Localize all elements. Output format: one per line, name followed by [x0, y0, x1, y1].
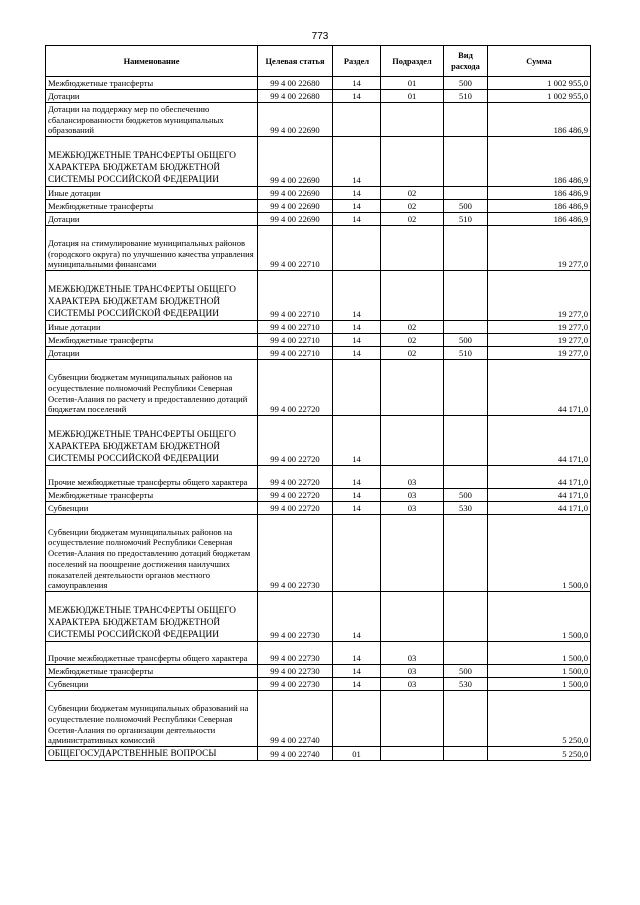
cell-podrazdel [381, 515, 444, 592]
cell-razdel: 01 [333, 747, 381, 761]
table-row [46, 90, 591, 103]
cell-sum: 186 486,9 [488, 137, 591, 187]
cell-vid: 500 [444, 200, 488, 213]
cell-vid: 500 [444, 334, 488, 347]
cell-sum: 186 486,9 [488, 200, 591, 213]
cell-sum: 186 486,9 [488, 187, 591, 200]
cell-sum: 186 486,9 [488, 213, 591, 226]
budget-table [45, 45, 591, 761]
table-header-row [46, 46, 591, 77]
cell-razdel: 14 [333, 502, 381, 515]
cell-sum: 1 002 955,0 [488, 90, 591, 103]
cell-name: МЕЖБЮДЖЕТНЫЕ ТРАНСФЕРТЫ ОБЩЕГО ХАРАКТЕРА БЮДЖЕТАМ БЮДЖЕТНОЙ СИСТЕМЫ РОССИЙСКОЙ ФЕДЕРАЦИИ [46, 416, 258, 466]
cell-name: Межбюджетные трансферты [46, 334, 258, 347]
cell-vid: 510 [444, 347, 488, 360]
table-row [46, 691, 591, 747]
cell-vid: 510 [444, 213, 488, 226]
cell-target-code: 99 4 00 22740 [258, 747, 333, 761]
cell-razdel: 14 [333, 466, 381, 489]
cell-name: Субвенции бюджетам муниципальных районов на осуществление полномочий Республики Северная Осетия-Алания по расчету и предоставлению дотаций бюджетам поселений [46, 360, 258, 416]
cell-target-code: 99 4 00 22710 [258, 226, 333, 271]
cell-target-code: 99 4 00 22710 [258, 334, 333, 347]
cell-razdel: 14 [333, 678, 381, 691]
cell-name: Субвенции бюджетам муниципальных образований на осуществление полномочий Республики Северная Осетия-Алания по организации деятельности административных комиссий [46, 691, 258, 747]
table-row [46, 489, 591, 502]
cell-razdel: 14 [333, 77, 381, 90]
cell-vid [444, 691, 488, 747]
cell-razdel: 14 [333, 489, 381, 502]
cell-name: Межбюджетные трансферты [46, 665, 258, 678]
cell-podrazdel [381, 691, 444, 747]
cell-target-code: 99 4 00 22690 [258, 187, 333, 200]
table-row [46, 642, 591, 665]
cell-name: Межбюджетные трансферты [46, 200, 258, 213]
cell-target-code: 99 4 00 22710 [258, 321, 333, 334]
table-row [46, 347, 591, 360]
table-row [46, 271, 591, 321]
cell-target-code: 99 4 00 22690 [258, 200, 333, 213]
cell-sum: 1 500,0 [488, 592, 591, 642]
cell-sum: 1 500,0 [488, 665, 591, 678]
cell-podrazdel: 01 [381, 90, 444, 103]
cell-sum: 19 277,0 [488, 321, 591, 334]
cell-target-code: 99 4 00 22710 [258, 347, 333, 360]
cell-vid [444, 137, 488, 187]
table-row [46, 466, 591, 489]
table-row [46, 360, 591, 416]
cell-vid [444, 187, 488, 200]
cell-podrazdel: 03 [381, 678, 444, 691]
table-row [46, 213, 591, 226]
cell-name: Дотация на стимулирование муниципальных районов (городского округа) по улучшению качества управления муниципальными финансами [46, 226, 258, 271]
cell-vid: 500 [444, 77, 488, 90]
cell-podrazdel: 02 [381, 334, 444, 347]
cell-sum: 44 171,0 [488, 489, 591, 502]
column-header-sum: Сумма [488, 46, 591, 77]
cell-vid [444, 271, 488, 321]
cell-vid: 500 [444, 489, 488, 502]
cell-vid [444, 642, 488, 665]
cell-podrazdel [381, 592, 444, 642]
table-row [46, 226, 591, 271]
cell-sum: 1 500,0 [488, 515, 591, 592]
cell-podrazdel: 03 [381, 665, 444, 678]
cell-podrazdel: 03 [381, 466, 444, 489]
cell-sum: 44 171,0 [488, 416, 591, 466]
cell-target-code: 99 4 00 22730 [258, 515, 333, 592]
cell-razdel: 14 [333, 321, 381, 334]
cell-target-code: 99 4 00 22740 [258, 691, 333, 747]
cell-razdel [333, 226, 381, 271]
cell-podrazdel: 01 [381, 77, 444, 90]
cell-name: Дотации [46, 90, 258, 103]
cell-vid [444, 226, 488, 271]
cell-sum: 19 277,0 [488, 271, 591, 321]
cell-vid [444, 466, 488, 489]
cell-vid [444, 747, 488, 761]
cell-razdel: 14 [333, 187, 381, 200]
cell-vid: 530 [444, 678, 488, 691]
cell-name: Субвенции бюджетам муниципальных районов на осуществление полномочий Республики Северная Осетия-Алания по предоставлению дотаций бюджетам поселений на поощрение достижения наилучших показателей деятельности органов местного самоуправления [46, 515, 258, 592]
cell-podrazdel: 02 [381, 213, 444, 226]
cell-target-code: 99 4 00 22720 [258, 502, 333, 515]
cell-name: Иные дотации [46, 321, 258, 334]
cell-name: Прочие межбюджетные трансферты общего характера [46, 642, 258, 665]
cell-podrazdel [381, 137, 444, 187]
cell-razdel [333, 360, 381, 416]
cell-name: Межбюджетные трансферты [46, 77, 258, 90]
table-row [46, 334, 591, 347]
cell-razdel: 14 [333, 137, 381, 187]
cell-podrazdel [381, 271, 444, 321]
table-row [46, 187, 591, 200]
cell-razdel: 14 [333, 347, 381, 360]
cell-sum: 1 500,0 [488, 678, 591, 691]
cell-name: ОБЩЕГОСУДАРСТВЕННЫЕ ВОПРОСЫ [46, 747, 258, 761]
cell-target-code: 99 4 00 22690 [258, 103, 333, 137]
cell-target-code: 99 4 00 22680 [258, 77, 333, 90]
cell-razdel [333, 103, 381, 137]
cell-podrazdel [381, 226, 444, 271]
cell-name: Субвенции [46, 502, 258, 515]
cell-razdel: 14 [333, 416, 381, 466]
cell-name: МЕЖБЮДЖЕТНЫЕ ТРАНСФЕРТЫ ОБЩЕГО ХАРАКТЕРА БЮДЖЕТАМ БЮДЖЕТНОЙ СИСТЕМЫ РОССИЙСКОЙ ФЕДЕРАЦИИ [46, 592, 258, 642]
column-header-razdel: Раздел [333, 46, 381, 77]
table-row [46, 137, 591, 187]
cell-podrazdel [381, 360, 444, 416]
cell-podrazdel [381, 416, 444, 466]
cell-vid [444, 515, 488, 592]
cell-razdel: 14 [333, 213, 381, 226]
cell-target-code: 99 4 00 22720 [258, 416, 333, 466]
cell-podrazdel: 02 [381, 321, 444, 334]
cell-podrazdel [381, 103, 444, 137]
cell-sum: 5 250,0 [488, 691, 591, 747]
cell-sum: 44 171,0 [488, 502, 591, 515]
cell-name: Дотации [46, 347, 258, 360]
cell-podrazdel: 02 [381, 347, 444, 360]
table-row [46, 665, 591, 678]
cell-target-code: 99 4 00 22730 [258, 592, 333, 642]
cell-target-code: 99 4 00 22730 [258, 665, 333, 678]
table-row [46, 416, 591, 466]
table-row [46, 200, 591, 213]
table-row [46, 103, 591, 137]
cell-razdel: 14 [333, 665, 381, 678]
cell-razdel: 14 [333, 271, 381, 321]
cell-target-code: 99 4 00 22690 [258, 213, 333, 226]
cell-sum: 44 171,0 [488, 466, 591, 489]
cell-name: МЕЖБЮДЖЕТНЫЕ ТРАНСФЕРТЫ ОБЩЕГО ХАРАКТЕРА БЮДЖЕТАМ БЮДЖЕТНОЙ СИСТЕМЫ РОССИЙСКОЙ ФЕДЕРАЦИИ [46, 271, 258, 321]
cell-name: Дотации на поддержку мер по обеспечению сбалансированности бюджетов муниципальных образований [46, 103, 258, 137]
cell-razdel [333, 515, 381, 592]
cell-sum: 44 171,0 [488, 360, 591, 416]
cell-sum: 19 277,0 [488, 334, 591, 347]
cell-vid [444, 360, 488, 416]
table-row [46, 321, 591, 334]
column-header-name: Наименование [46, 46, 258, 77]
cell-sum: 186 486,9 [488, 103, 591, 137]
cell-name: Иные дотации [46, 187, 258, 200]
cell-razdel: 14 [333, 334, 381, 347]
cell-podrazdel: 02 [381, 200, 444, 213]
cell-sum: 19 277,0 [488, 347, 591, 360]
cell-podrazdel: 03 [381, 502, 444, 515]
cell-vid: 510 [444, 90, 488, 103]
cell-podrazdel [381, 747, 444, 761]
cell-name: Межбюджетные трансферты [46, 489, 258, 502]
cell-target-code: 99 4 00 22730 [258, 678, 333, 691]
table-body [46, 77, 591, 761]
table-row [46, 747, 591, 761]
table-row [46, 77, 591, 90]
cell-vid [444, 103, 488, 137]
cell-vid [444, 592, 488, 642]
cell-target-code: 99 4 00 22720 [258, 466, 333, 489]
cell-razdel: 14 [333, 642, 381, 665]
cell-razdel [333, 691, 381, 747]
cell-vid [444, 416, 488, 466]
cell-target-code: 99 4 00 22690 [258, 137, 333, 187]
cell-target-code: 99 4 00 22720 [258, 489, 333, 502]
cell-target-code: 99 4 00 22710 [258, 271, 333, 321]
cell-vid: 530 [444, 502, 488, 515]
column-header-code: Целевая статья [258, 46, 333, 77]
table-row [46, 678, 591, 691]
cell-vid [444, 321, 488, 334]
cell-target-code: 99 4 00 22730 [258, 642, 333, 665]
cell-name: Дотации [46, 213, 258, 226]
cell-sum: 5 250,0 [488, 747, 591, 761]
cell-vid: 500 [444, 665, 488, 678]
cell-podrazdel: 02 [381, 187, 444, 200]
column-header-vid: Вид расхода [444, 46, 488, 77]
table-row [46, 515, 591, 592]
cell-razdel: 14 [333, 200, 381, 213]
cell-target-code: 99 4 00 22720 [258, 360, 333, 416]
table-row [46, 592, 591, 642]
cell-name: Прочие межбюджетные трансферты общего характера [46, 466, 258, 489]
table-row [46, 502, 591, 515]
cell-target-code: 99 4 00 22680 [258, 90, 333, 103]
column-header-podrazdel: Подраздел [381, 46, 444, 77]
cell-razdel: 14 [333, 592, 381, 642]
cell-podrazdel: 03 [381, 642, 444, 665]
cell-razdel: 14 [333, 90, 381, 103]
cell-name: МЕЖБЮДЖЕТНЫЕ ТРАНСФЕРТЫ ОБЩЕГО ХАРАКТЕРА БЮДЖЕТАМ БЮДЖЕТНОЙ СИСТЕМЫ РОССИЙСКОЙ ФЕДЕРАЦИИ [46, 137, 258, 187]
page-number: 773 [311, 31, 329, 42]
cell-sum: 1 002 955,0 [488, 77, 591, 90]
cell-podrazdel: 03 [381, 489, 444, 502]
cell-name: Субвенции [46, 678, 258, 691]
cell-sum: 19 277,0 [488, 226, 591, 271]
cell-sum: 1 500,0 [488, 642, 591, 665]
